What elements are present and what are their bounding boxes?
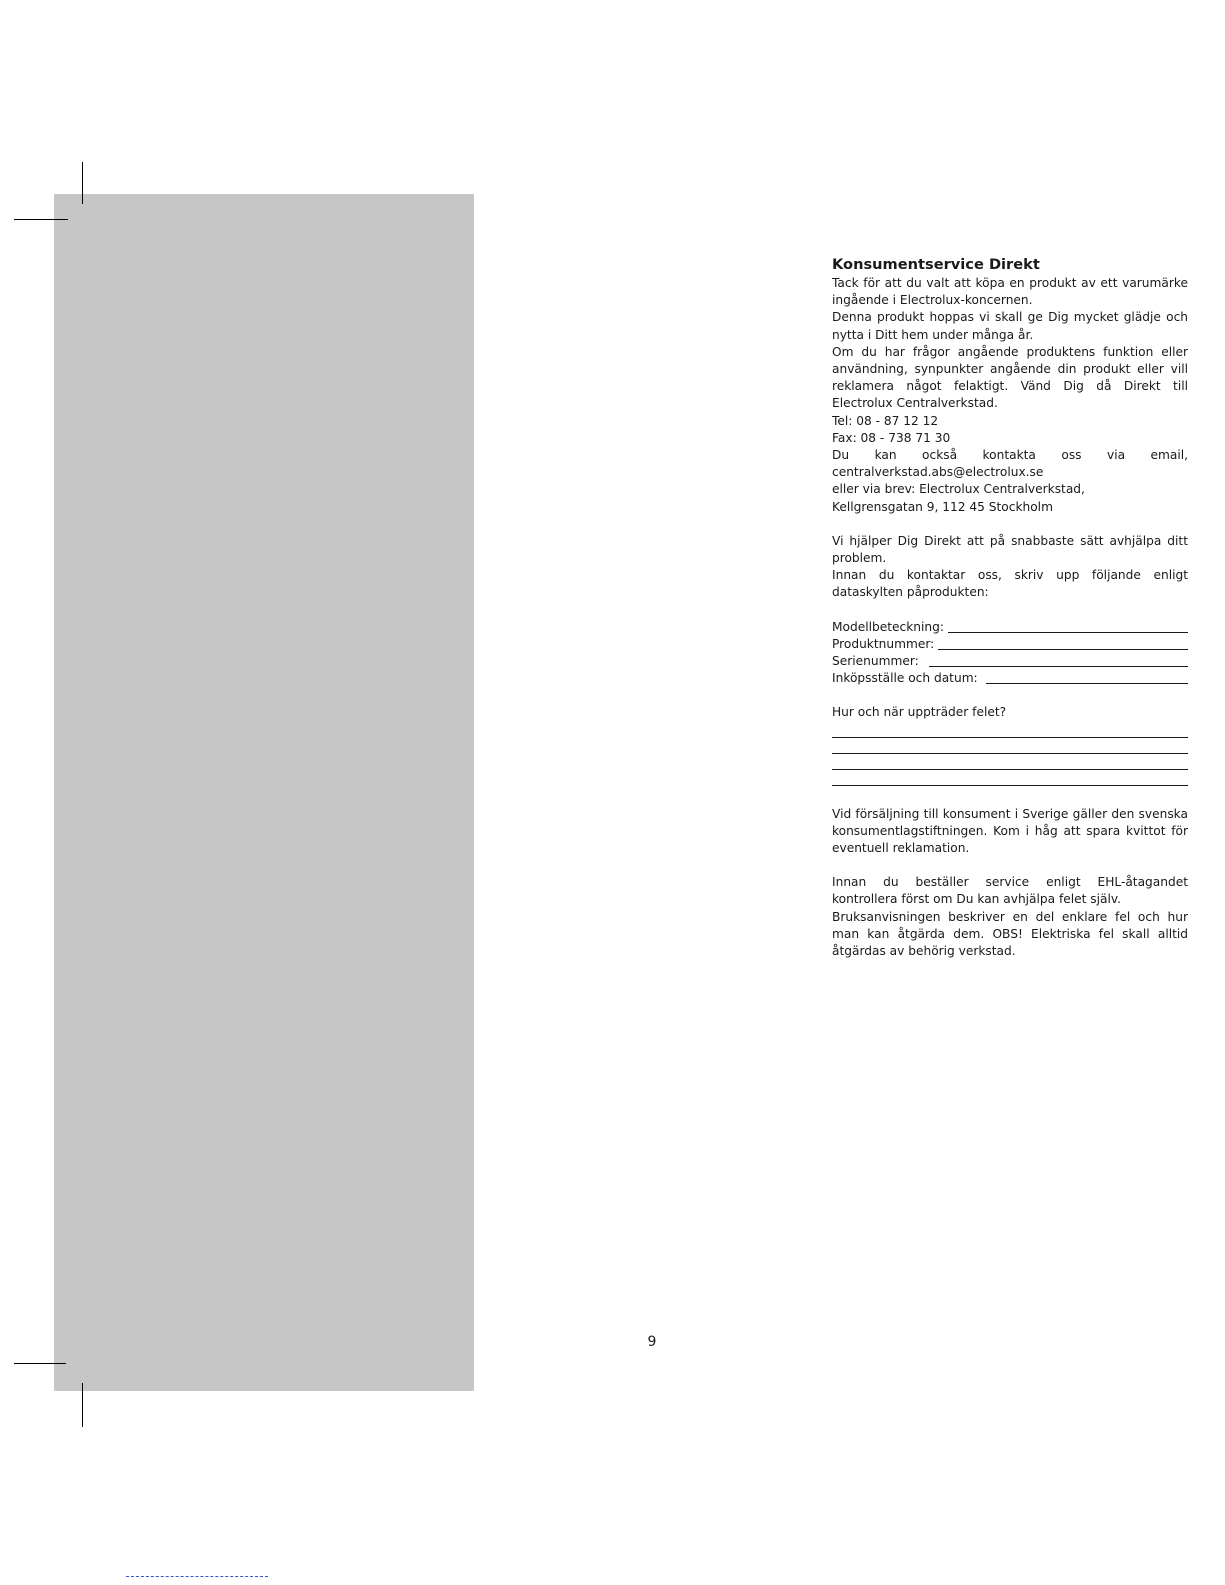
crop-mark-bottom-vertical [82,1383,83,1427]
answer-line-3 [832,754,1188,770]
intro-paragraph-1: Tack för att du valt att köpa en produkt av ett varumärke ingående i Electrolux-koncernen. [832,276,1188,308]
crop-mark-bottom-horizontal [14,1363,66,1364]
answer-line-2 [832,738,1188,754]
consumer-law-paragraph: Vid försäljning till konsument i Sverige gäller den svenska konsumentlagstiftningen. Kom i håg att spara kvittot för eventuell reklamation. [832,806,1188,856]
service-text-column [832,256,1188,960]
fault-question: Hur och när uppträder felet? [832,705,1007,720]
purchase-field-label: Inköpsställe och datum: [832,671,978,686]
gray-side-panel [54,194,474,1391]
help-paragraph-2: Innan du kontaktar oss, skriv upp följande enligt dataskylten påprodukten: [832,568,1188,600]
email-line: Du kan också kontakta oss via email, centralverkstad.abs@electrolux.se [832,448,1188,480]
purchase-field [832,670,1188,687]
model-field-line [948,632,1188,633]
product-number-label: Produktnummer: [832,636,935,651]
intro-paragraph-3: Om du har frågor angående produktens funktion eller användning, synpunkter angående din produkt eller vill reklamera något felaktigt. Vänd Dig då Direkt till Electrolux Centralverkstad. [832,344,1188,411]
model-field [832,619,1188,636]
product-number-field [832,636,1188,653]
product-number-line [938,649,1188,650]
answer-line-4 [832,770,1188,786]
mail-line-1: eller via brev: Electrolux Centralverkstad, [832,482,1085,497]
serial-number-line [929,666,1188,667]
purchase-field-line [986,683,1188,684]
fax-line: Fax: 08 - 738 71 30 [832,430,951,445]
phone-line: Tel: 08 - 87 12 12 [832,413,939,428]
bottom-link-underline[interactable] [126,1576,268,1577]
page-heading: Konsumentservice Direkt [832,256,1040,273]
intro-paragraph-2: Denna produkt hoppas vi skall ge Dig mycket glädje och nytta i Ditt hem under många år. [832,310,1188,342]
page-number: 9 [647,1334,657,1350]
crop-mark-top-horizontal [14,219,68,220]
crop-mark-top-vertical [82,162,83,204]
help-paragraph-1: Vi hjälper Dig Direkt att på snabbaste sätt avhjälpa ditt problem. [832,533,1188,566]
serial-number-field [832,653,1188,670]
service-paragraph-2: Bruksanvisningen beskriver en del enklare fel och hur man kan åtgärda dem. OBS! Elektriska fel skall alltid åtgärdas av behörig verkstad. [832,909,1188,959]
service-paragraph-1: Innan du beställer service enligt EHL-åtagandet kontrollera först om Du kan avhjälpa felet själv. [832,875,1188,907]
answer-line-1 [832,722,1188,738]
mail-line-2: Kellgrensgatan 9, 112 45 Stockholm [832,499,1053,514]
model-field-label: Modellbeteckning: [832,619,944,634]
serial-number-label: Serienummer: [832,654,919,669]
